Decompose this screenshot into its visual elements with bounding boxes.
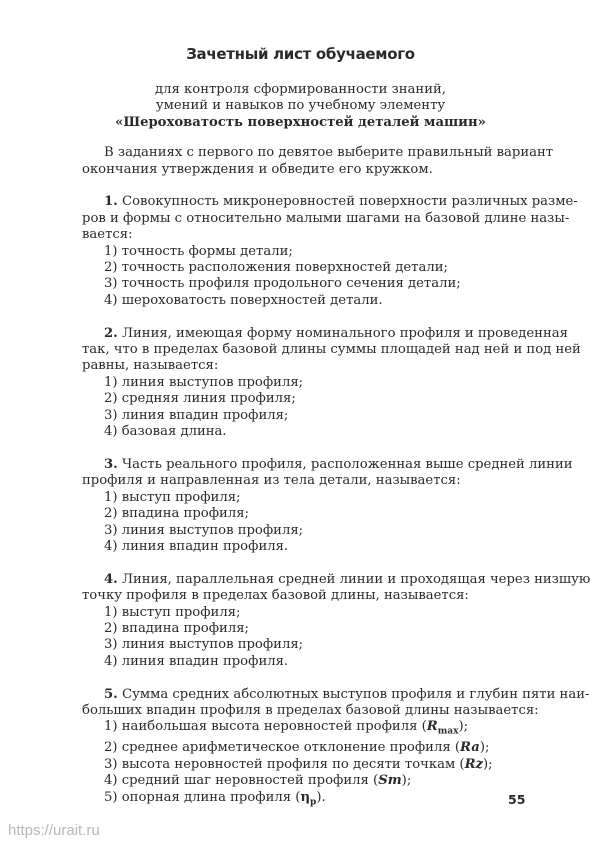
answer-option — [82, 773, 519, 789]
subtitle-line: умений и навыков по учебному элементу — [155, 98, 446, 114]
answer-option: 1) линия выступов профиля; — [104, 374, 304, 390]
instructions-line: В заданиях с первого по девятое выберите правильный вариант — [104, 145, 554, 161]
question-text-line: точку профиля в пределах базовой длины, называется: — [82, 588, 469, 604]
symbol: Rz — [464, 756, 484, 772]
symbol: Sm — [378, 773, 402, 789]
answer-option: 2) впадина профиля; — [104, 506, 249, 522]
answer-option — [82, 740, 519, 756]
question-5 — [82, 686, 590, 811]
question-text-line: ров и формы с относительно малыми шагами на базовой длине назы- — [82, 210, 570, 226]
question-number: 4. — [104, 571, 118, 587]
page-title: Зачетный лист обучаемого — [186, 45, 415, 63]
answer-text: 5) опорная длина профиля ( — [104, 789, 301, 805]
answer-text: 1) наибольшая высота неровностей профиля ( — [104, 719, 427, 735]
symbol: Ra — [460, 740, 480, 756]
answer-end: ); — [401, 773, 412, 789]
instructions — [82, 145, 554, 178]
document-page — [82, 44, 591, 811]
question-4 — [82, 571, 591, 670]
answer-option: 3) линия впадин профиля; — [104, 407, 289, 423]
answer-option: 2) впадина профиля; — [104, 620, 249, 636]
answer-option: 1) выступ профиля; — [104, 489, 241, 505]
question-text-line: равны, называется: — [82, 358, 219, 374]
answer-end: ); — [483, 756, 493, 772]
question-number: 3. — [104, 456, 118, 472]
question-text-line: больших впадин профиля в пределах базовой длины называется: — [82, 702, 539, 718]
answer-option: 3) линия выступов профиля; — [104, 637, 304, 653]
answer-option: 3) линия выступов профиля; — [104, 522, 304, 538]
question-text: Линия, параллельная средней линии и проходящая через низшую — [121, 571, 591, 587]
question-number: 2. — [104, 325, 118, 341]
instructions-line: окончания утверждения и обведите его кружком. — [82, 161, 433, 177]
question-text-line: вается: — [82, 227, 133, 243]
answer-option: 4) линия впадин профиля. — [104, 538, 289, 554]
question-text-line — [82, 686, 590, 703]
question-number: 5. — [104, 686, 118, 702]
answer-text: 4) средний шаг неровностей профиля ( — [104, 773, 379, 789]
subtitle — [82, 82, 519, 131]
watermark: https://urait.ru — [8, 822, 100, 839]
symbol-subscript: max — [437, 727, 459, 737]
answer-option — [82, 719, 519, 740]
question-text-line — [82, 194, 578, 210]
question-text-line — [82, 571, 591, 588]
subtitle-line: для контроля сформированности знаний, — [155, 82, 446, 97]
answer-option: 3) точность профиля продольного сечения детали; — [104, 276, 461, 292]
symbol: η — [300, 789, 311, 805]
answer-option — [82, 757, 519, 773]
answer-option: 4) шероховатость поверхностей детали. — [104, 292, 383, 308]
question-text-line: профиля и направленная из тела детали, называется: — [82, 473, 461, 489]
answer-text: 3) высота неровностей профиля по десяти точкам ( — [104, 756, 465, 772]
answer-option: 1) точность формы детали; — [104, 243, 293, 259]
answer-text: 2) среднее арифметическое отклонение профиля ( — [104, 740, 460, 756]
subtitle-topic: «Шероховатость поверхностей деталей машин» — [115, 114, 486, 130]
question-text-line — [82, 456, 573, 473]
symbol-subscript: p — [310, 797, 317, 808]
question-text: Линия, имеющая форму номинального профиля и проведенная — [121, 325, 568, 341]
question-3 — [82, 456, 573, 555]
question-number: 1. — [104, 194, 118, 210]
question-text-line — [82, 325, 568, 342]
answer-option: 2) средняя линия профиля; — [104, 391, 296, 407]
symbol: R — [426, 719, 438, 735]
question-2 — [82, 325, 581, 441]
answer-end: ); — [458, 719, 469, 735]
answer-option: 4) линия впадин профиля. — [104, 653, 289, 669]
answer-option — [82, 790, 519, 811]
answer-option: 2) точность расположения поверхностей детали; — [104, 260, 448, 276]
question-text: Часть реального профиля, расположенная выше средней линии — [121, 456, 573, 472]
answer-option: 1) выступ профиля; — [104, 604, 241, 620]
page-number: 55 — [508, 792, 526, 807]
questions-list — [82, 194, 591, 810]
question-text: Совокупность микронеровностей поверхности различных разме- — [121, 194, 578, 210]
answer-end: ). — [316, 789, 326, 805]
question-text: Сумма средних абсолютных выступов профиля и глубин пяти наи- — [121, 686, 590, 702]
answer-end: ); — [479, 740, 490, 756]
question-1 — [82, 194, 578, 309]
answer-option: 4) базовая длина. — [104, 424, 227, 440]
question-text-line: так, что в пределах базовой длины суммы площадей над ней и под ней — [82, 342, 581, 358]
